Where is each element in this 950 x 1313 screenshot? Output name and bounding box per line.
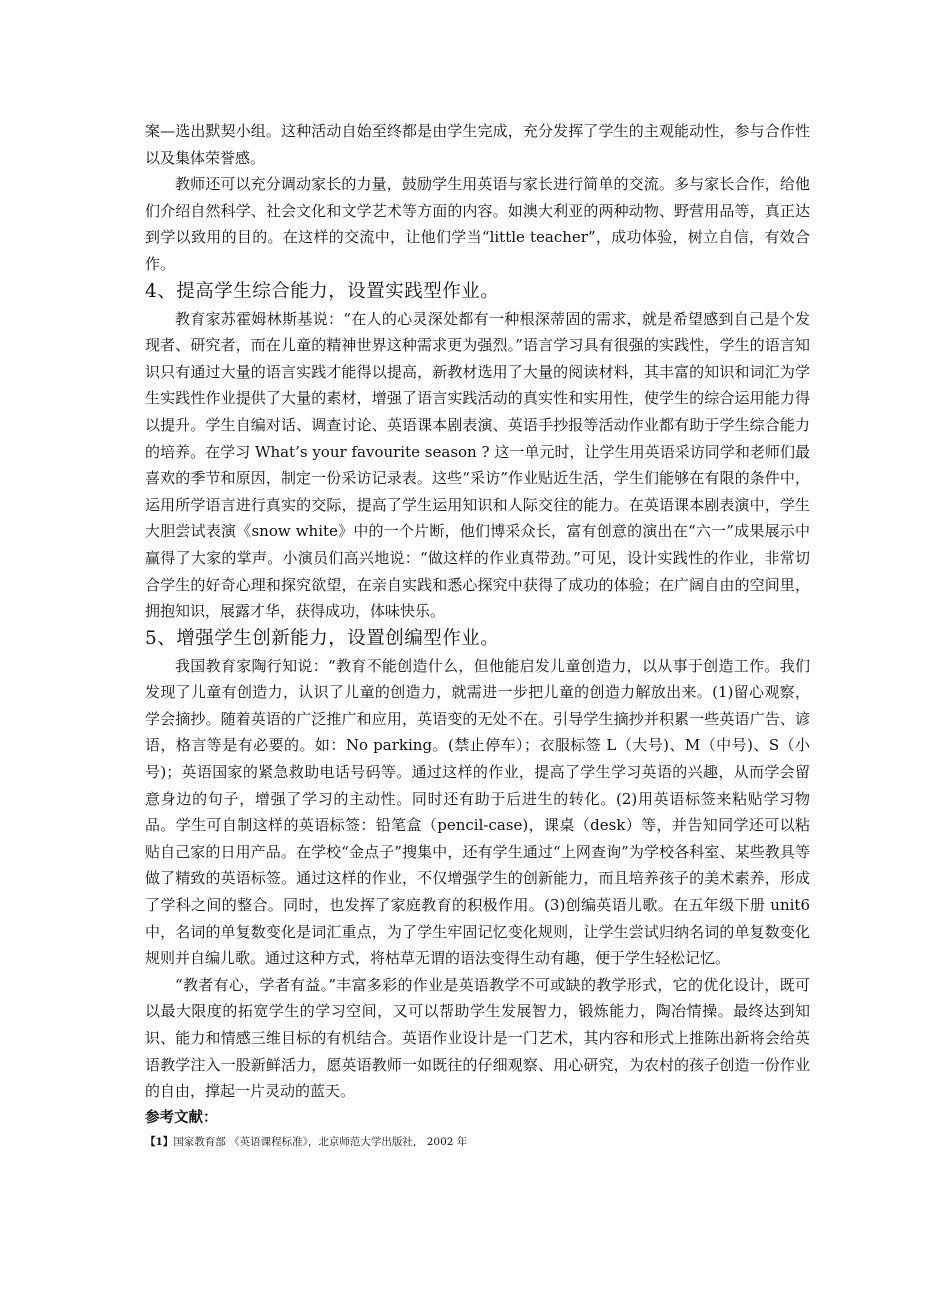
paragraph-practical-homework: 教育家苏霍姆林斯基说：“在人的心灵深处都有一种根深蒂固的需求，就是希望感到自己是个发现者、研究者，而在儿童的精神世界这种需求更为强烈。”语言学习具有很强的实践性，学生的语言知识只有通过大量的语言实践才能得以提高，新教材选用了大量的阅读材料，其丰富的知识和词汇为学生实践性作业提供了大量的素材，增强了语言实践活动的真实性和实用性，使学生的综合运用能力得以提升。学生自编对话、调查讨论、英语课本剧表演、英语手抄报等活动作业都有助于学生综合能力的培养。在学习 What’s your favourite season ? 这一单元时，让学生用英语采访同学和老师们最喜欢的季节和原因，制定一份采访记录表。这些“采访”作业贴近生活，学生们能够在有限的条件中，运用所学语言进行真实的交际，提高了学生运用知识和人际交往的能力。在英语课本剧表演中，学生大胆尝试表演《snow white》中的一个片断，他们博采众长，富有创意的演出在“六一”成果展示中赢得了大家的掌声。小演员们高兴地说：“做这样的作业真带劲。”可见，设计实践性的作业，非常切合学生的好奇心理和探究欲望，在亲自实践和悉心探究中获得了成功的体验；在广阔自由的空间里，拥抱知识，展露才华，获得成功，体味快乐。 [145, 309, 810, 621]
reference-item [145, 1131, 810, 1153]
references-title: 参考文献： [145, 1108, 218, 1126]
reference-text: 国家教育部 《英语课程标准》，北京师范大学出版社， 2002 年 [173, 1135, 468, 1148]
section-heading-4: 4、提高学生综合能力，设置实践型作业。 [145, 280, 500, 302]
paragraph-parent-cooperation: 教师还可以充分调动家长的力量，鼓励学生用英语与家长进行简单的交流。多与家长合作，给他们介绍自然科学、社会文化和文学艺术等方面的内容。如澳大利亚的两种动物、野营用品等，真正达到学以致用的目的。在这样的交流中，让他们学当“little teacher”，成功体验，树立自信，有效合作。 [145, 175, 810, 273]
reference-index: 【1】 [145, 1135, 174, 1148]
paragraph-creative-homework: 我国教育家陶行知说：“教育不能创造什么，但他能启发儿童创造力，以从事于创造工作。我们发现了儿童有创造力，认识了儿童的创造力，就需进一步把儿童的创造力解放出来。(1)留心观察，学会摘抄。随着英语的广泛推广和应用，英语变的无处不在。引导学生摘抄并积累一些英语广告、谚语，格言等是有必要的。如：No parking。(禁止停车）；衣服标签 L（大号)、M（中号)、S（小号)；英语国家的紧急救助电话号码等。通过这样的作业，提高了学生学习英语的兴趣，从而学会留意身边的句子，增强了学习的主动性。同时还有助于后进生的转化。(2)用英语标签来粘贴学习物品。学生可自制这样的英语标签：铅笔盒（pencil-case)，课桌（desk）等，并告知同学还可以粘贴自己家的日用产品。在学校“金点子”搜集中，还有学生通过“上网查询”为学校各科室、某些教具等做了精致的英语标签。通过这样的作业，不仅增强学生的创新能力，而且培养孩子的美术素养，形成了学科之间的整合。同时，也发挥了家庭教育的积极作用。(3)创编英语儿歌。在五年级下册 unit6 中，名词的单复数变化是词汇重点，为了学生牢固记忆变化规则，让学生尝试归纳名词的单复数变化规则并自编儿歌。通过这种方式，将枯草无谓的语法变得生动有趣，便于学生轻松记忆。 [145, 656, 810, 968]
document-page [145, 118, 810, 1153]
paragraph-activity-summary: 案—选出默契小组。这种活动自始至终都是由学生完成，充分发挥了学生的主观能动性，参与合作性以及集体荣誉感。 [145, 122, 810, 167]
section-heading-5: 5、增强学生创新能力，设置创编型作业。 [145, 627, 500, 649]
paragraph-conclusion: “教者有心，学者有益。”丰富多彩的作业是英语教学不可或缺的教学形式，它的优化设计，既可以最大限度的拓宽学生的学习空间，又可以帮助学生发展智力，锻炼能力，陶冶情操。最终达到知识、能力和情感三维目标的有机结合。英语作业设计是一门艺术，其内容和形式上推陈出新将会给英语教学注入一股新鲜活力，愿英语教师一如既往的仔细观察、用心研究，为农村的孩子创造一份作业的自由，撑起一片灵动的蓝天。 [145, 975, 810, 1101]
